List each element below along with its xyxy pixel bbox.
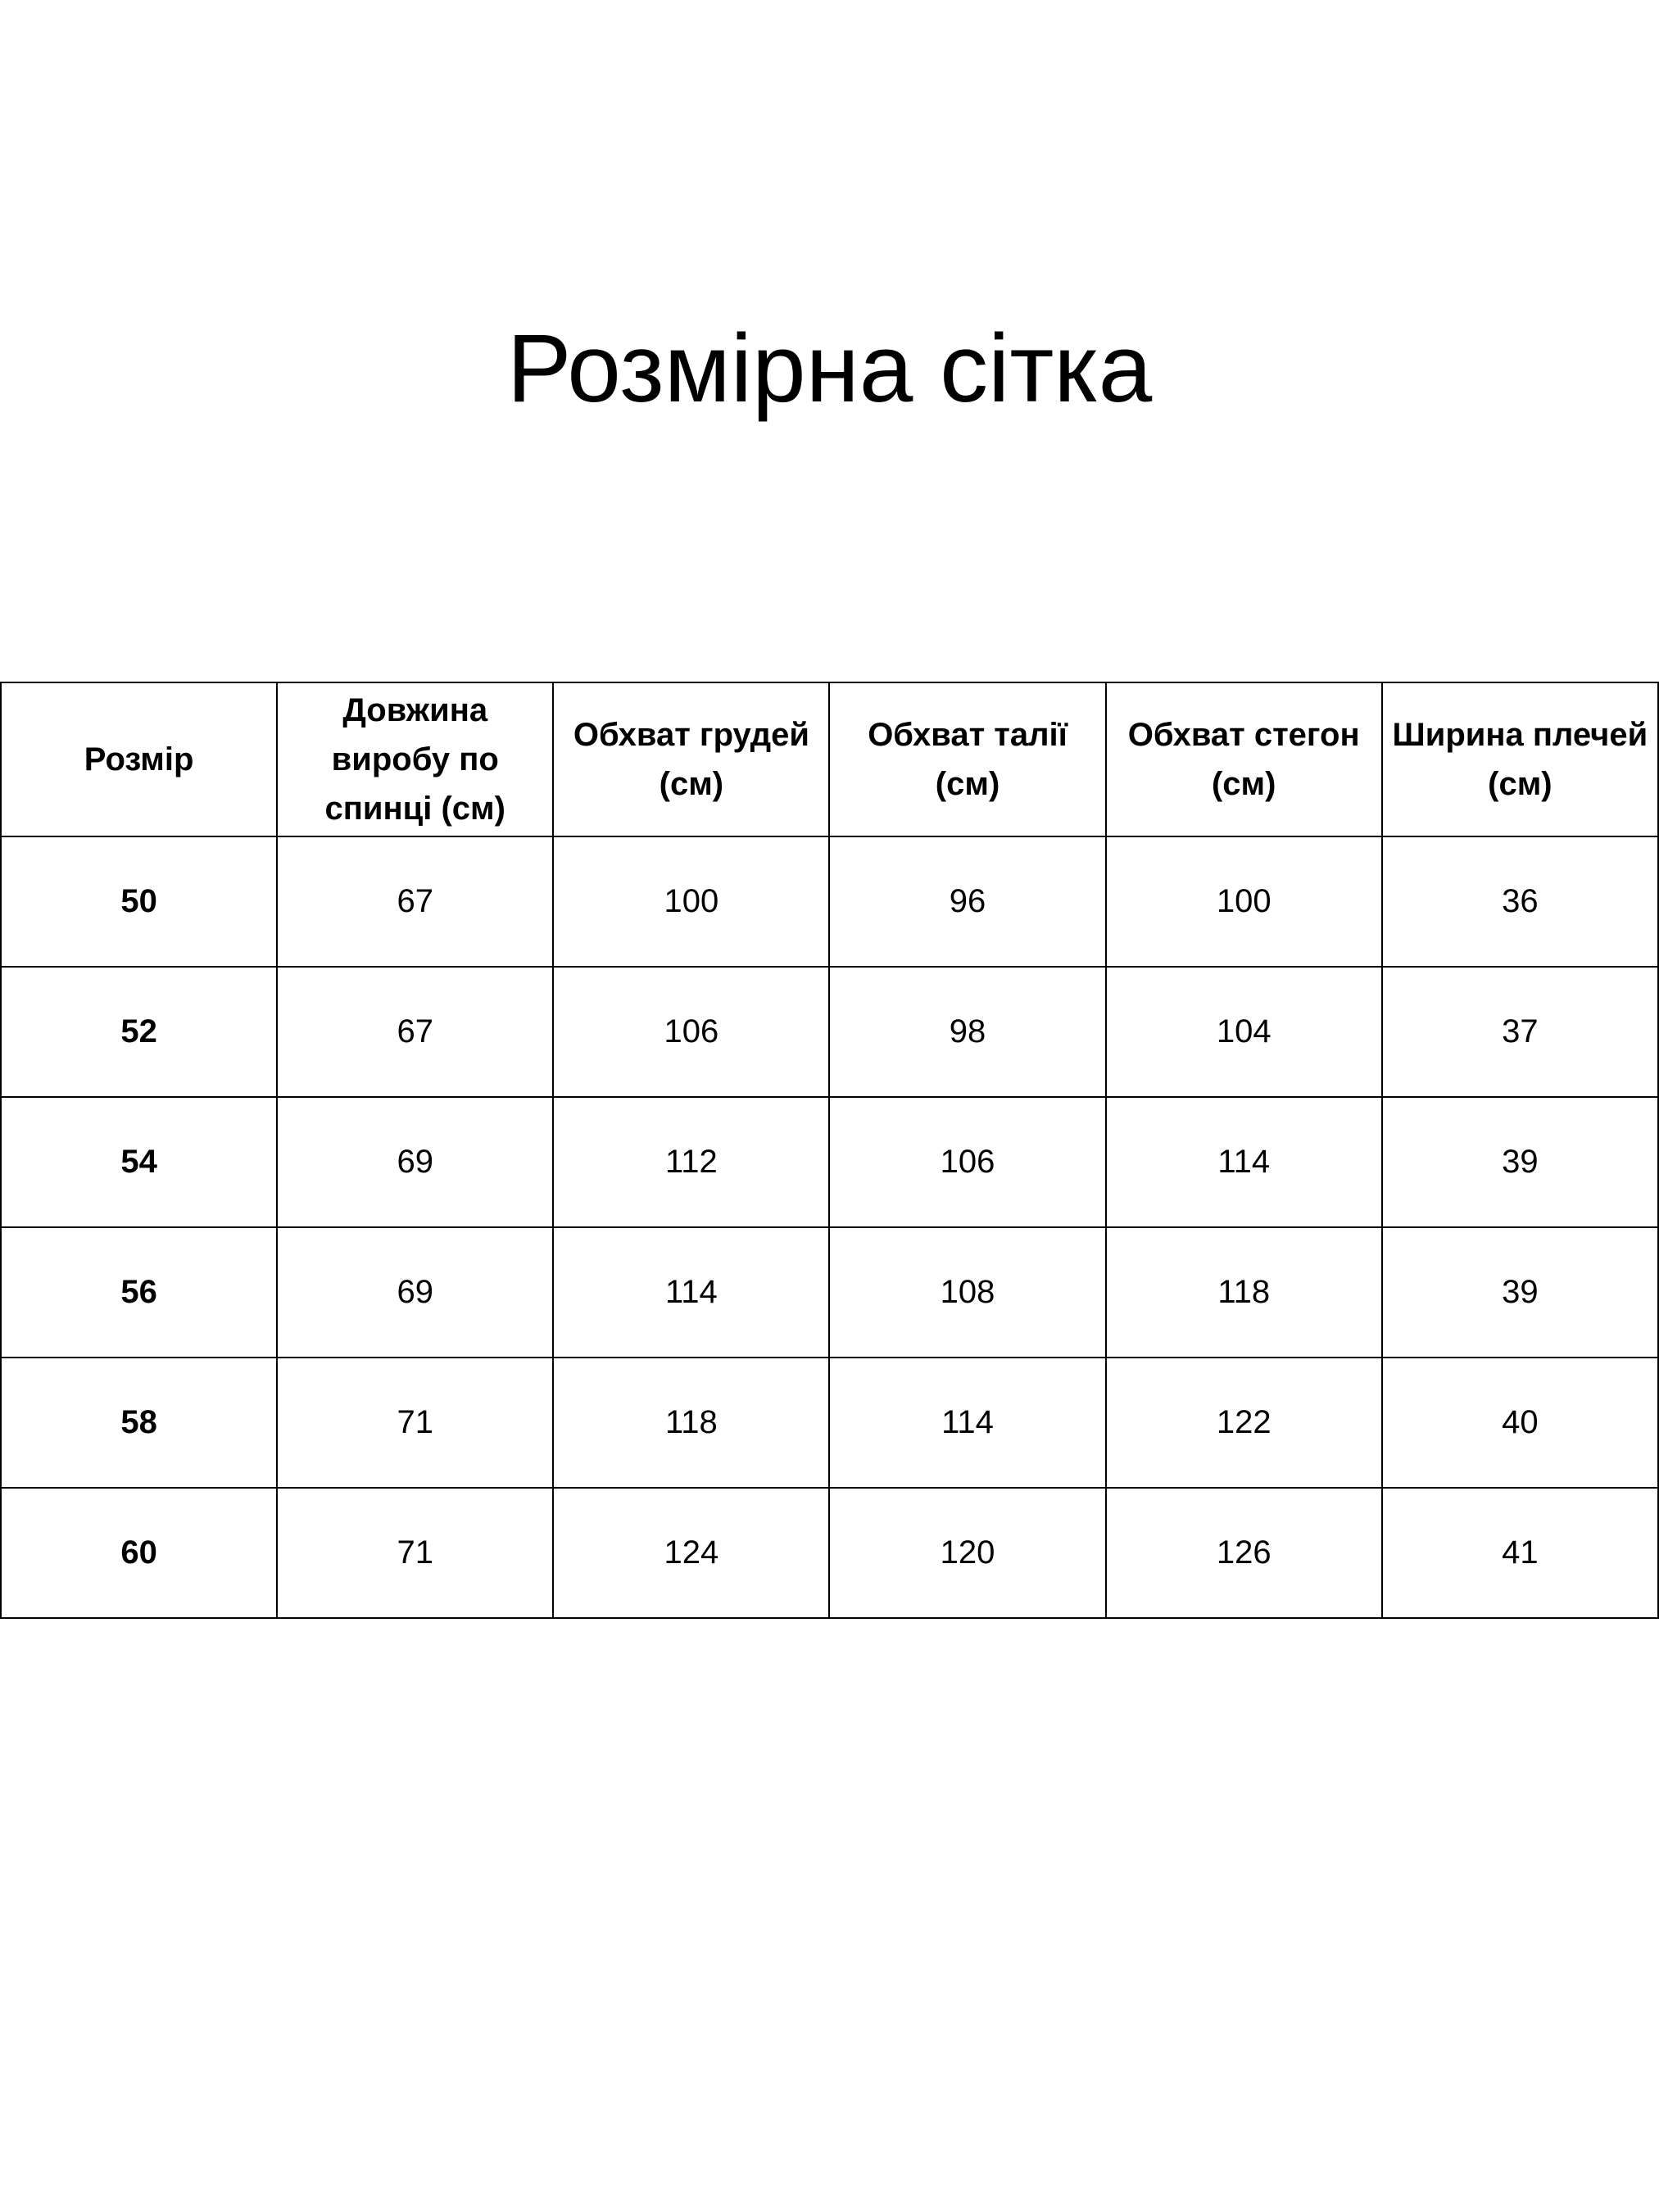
table-row (1, 967, 1658, 1097)
cell-chest: 112 (553, 1097, 829, 1227)
cell-size: 60 (1, 1488, 277, 1618)
cell-hips: 118 (1106, 1227, 1382, 1358)
cell-hips: 100 (1106, 836, 1382, 967)
cell-hips: 126 (1106, 1488, 1382, 1618)
cell-hips: 122 (1106, 1358, 1382, 1488)
table-row (1, 836, 1658, 967)
cell-back-length: 67 (277, 967, 553, 1097)
cell-size: 56 (1, 1227, 277, 1358)
cell-shoulders: 36 (1382, 836, 1658, 967)
table-row (1, 1358, 1658, 1488)
table-header-row (1, 682, 1658, 836)
cell-back-length: 71 (277, 1488, 553, 1618)
header-size: Розмір (1, 682, 277, 836)
header-hips: Обхват стегон (см) (1106, 682, 1382, 836)
cell-chest: 118 (553, 1358, 829, 1488)
table-row (1, 1097, 1658, 1227)
cell-waist: 114 (829, 1358, 1105, 1488)
table-row (1, 1227, 1658, 1358)
size-chart-table (0, 682, 1659, 1619)
header-back-length: Довжина виробу по спинці (см) (277, 682, 553, 836)
header-shoulders: Ширина плечей (см) (1382, 682, 1658, 836)
cell-size: 52 (1, 967, 277, 1097)
cell-shoulders: 39 (1382, 1097, 1658, 1227)
cell-size: 50 (1, 836, 277, 967)
cell-chest: 114 (553, 1227, 829, 1358)
cell-chest: 100 (553, 836, 829, 967)
cell-shoulders: 41 (1382, 1488, 1658, 1618)
cell-size: 58 (1, 1358, 277, 1488)
cell-waist: 108 (829, 1227, 1105, 1358)
page-title: Розмірна сітка (506, 315, 1153, 423)
cell-shoulders: 39 (1382, 1227, 1658, 1358)
cell-back-length: 69 (277, 1097, 553, 1227)
cell-back-length: 67 (277, 836, 553, 967)
header-waist: Обхват талії (см) (829, 682, 1105, 836)
cell-waist: 106 (829, 1097, 1105, 1227)
cell-back-length: 69 (277, 1227, 553, 1358)
cell-waist: 120 (829, 1488, 1105, 1618)
cell-size: 54 (1, 1097, 277, 1227)
header-chest: Обхват грудей (см) (553, 682, 829, 836)
cell-hips: 114 (1106, 1097, 1382, 1227)
cell-chest: 124 (553, 1488, 829, 1618)
cell-waist: 98 (829, 967, 1105, 1097)
cell-chest: 106 (553, 967, 829, 1097)
cell-back-length: 71 (277, 1358, 553, 1488)
table-row (1, 1488, 1658, 1618)
cell-hips: 104 (1106, 967, 1382, 1097)
cell-waist: 96 (829, 836, 1105, 967)
cell-shoulders: 40 (1382, 1358, 1658, 1488)
cell-shoulders: 37 (1382, 967, 1658, 1097)
